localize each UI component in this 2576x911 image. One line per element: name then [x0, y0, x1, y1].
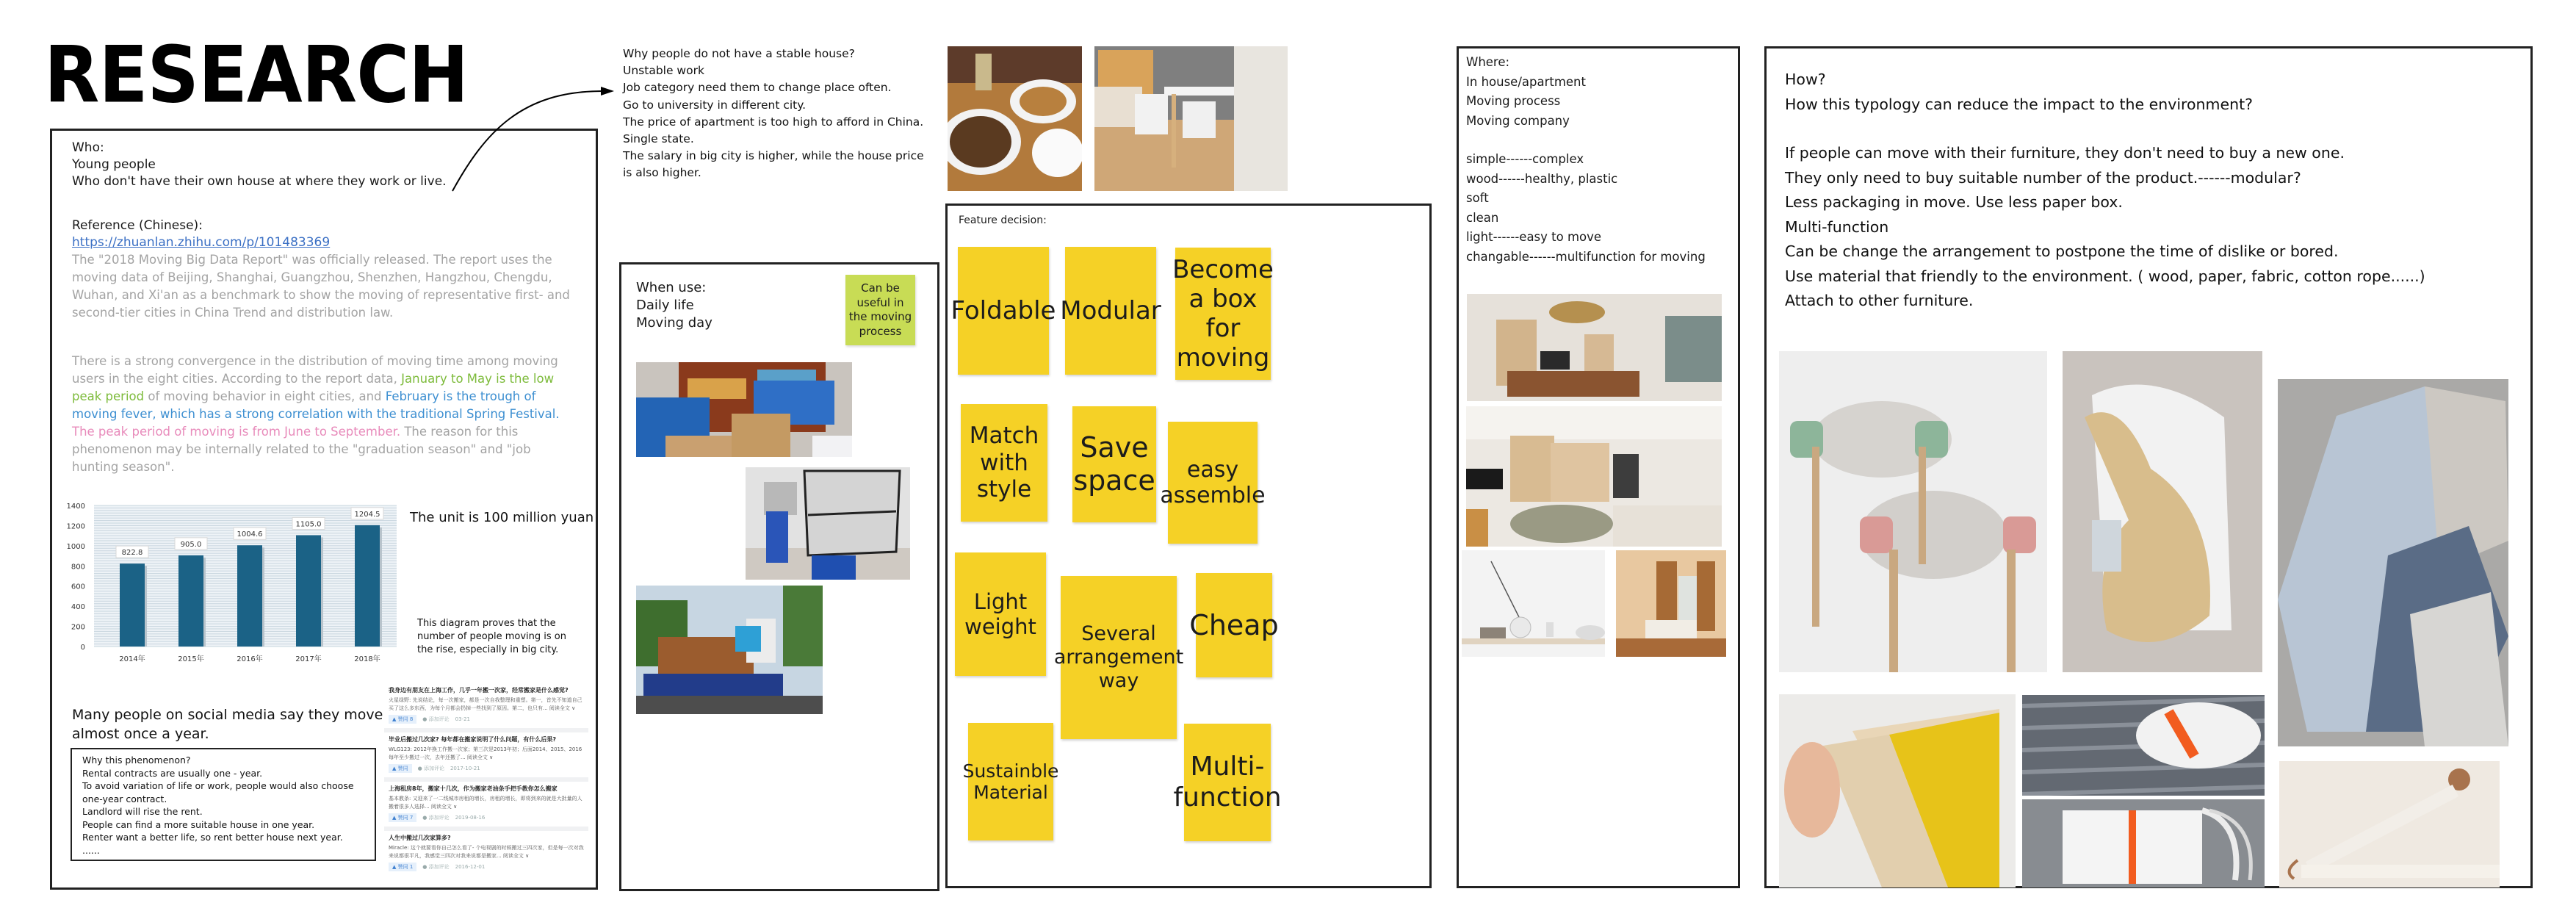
photo-folding-panel-yellow — [1779, 694, 2016, 887]
comment-link[interactable]: ● 添加评论 — [417, 766, 444, 771]
photo-modular-felt-panels — [2278, 379, 2508, 746]
low-peak-highlight: January to May is the low peak period — [72, 372, 555, 403]
arrow-connector — [441, 73, 624, 206]
svg-text:1000: 1000 — [66, 542, 85, 551]
social-post[interactable]: 毕业后搬过几次家? 每年都在搬家说明了什么问题，有什么后果? WLG123: 2012年换工作搬一次家；第三次是2013年初；后面2014、2015、2016每年至少搬过一次，去年还搬了... 阅读全文 ∨ ▲ 赞同 ● 添加评论 2017-10-21 — [384, 732, 588, 782]
reference-label: Reference (Chinese): — [72, 218, 203, 233]
upvote-button[interactable]: ▲ 赞同 8 — [389, 715, 416, 724]
photo-inflatable-stool — [2022, 695, 2265, 796]
sticky-several-arrangement: Several arrangement way — [1061, 576, 1177, 739]
photo-truck-loading — [636, 586, 823, 714]
svg-text:2015年: 2015年 — [178, 655, 204, 663]
how-text: How? How this typology can reduce the impact to the environment? If people can move with their furniture, they don't need to buy a new one. They only need to buy suitable number of the product.------modular? Less packaging in move. Use less paper box. Multi-function Can be change the arrangement to postpone the time of dislike or bored. Use material that friendly to the environment. ( wood, paper, fabric, cotton rope......) Attach to other furniture. — [1785, 71, 2425, 309]
page-title: RESEARCH — [44, 30, 469, 121]
social-post[interactable]: 上海租房8年，搬家十几次，作为搬家老油条手把手教你怎么搬家 基本教条: 又迎来了一二线城市房租的增长，房租的增长，即将到来的就是大批量的人搬着很多人选择... 阅读全文 ∨ ▲ 赞同 7 ● 添加评论 2019-08-16 — [384, 782, 588, 831]
photo-inflatable-stool-flat — [2022, 799, 2265, 887]
peak-highlight: The peak period of moving is from June to September. — [72, 425, 401, 439]
svg-text:2014年: 2014年 — [119, 655, 145, 663]
upvote-button[interactable]: ▲ 赞同 1 — [389, 863, 416, 871]
photo-wood-dining-room — [1467, 294, 1722, 401]
when-use-text: When use: Daily life Moving day — [636, 280, 712, 331]
sticky-cheap: Cheap — [1196, 573, 1272, 677]
who-section — [72, 140, 447, 190]
social-media-posts — [384, 683, 588, 876]
social-post[interactable]: 人生中搬过几次家算多? Miracle: 这个就要看你自己怎么看了- 个电视剧的时候搬过三四次家，但是每一次对我来说都很平凡，我感觉三四次对我来说都是搬家... 阅读全文 ∨ ▲ 赞同 1 ● 添加评论 2016-12-01 — [389, 835, 584, 870]
photo-vase-shelf — [1462, 550, 1605, 657]
photo-stools-felt — [1779, 351, 2047, 672]
svg-text:600: 600 — [71, 583, 85, 591]
svg-text:1200: 1200 — [66, 522, 85, 531]
upvote-button[interactable]: ▲ 赞同 7 — [389, 813, 416, 822]
upvote-button[interactable]: ▲ 赞同 — [389, 764, 412, 773]
who-line: Who don't have their own house at where they work or live. — [72, 174, 447, 189]
photo-bedroom-desk — [1094, 46, 1288, 191]
svg-text:2017年: 2017年 — [295, 655, 322, 663]
sticky-match-style: Match with style — [961, 404, 1047, 522]
bar-chart-graphic — [59, 500, 404, 669]
where-text: Where: In house/apartment Moving process Moving company simple------complex wood------healthy, plastic soft clean light------easy to move changable------multifunction for moving — [1466, 55, 1706, 264]
feature-heading: Feature decision: — [959, 215, 1047, 226]
photo-movers-packing-books — [636, 362, 852, 457]
trough-highlight: February is the trough of moving fever, which has a strong correlation with the traditional Spring Festival. — [72, 389, 560, 421]
photo-dinner-table — [948, 46, 1082, 191]
comment-link[interactable]: ● 添加评论 — [422, 864, 450, 870]
trend-paragraph: There is a strong convergence in the distribution of moving time among moving users in the eight cities. According to the report data, January to May is the low peak period of moving behavior in eight cities, and February is the trough of moving fever, which has a strong correlation with the traditional Spring Festival. The peak period of moving is from June to September. The reason for this phenomenon may be internally related to the "graduation season" and "job hunting season". — [72, 354, 560, 474]
svg-text:2018年: 2018年 — [354, 655, 380, 663]
photo-mover-carrying-cabinet — [746, 467, 910, 580]
photo-living-room — [1466, 406, 1722, 547]
comment-link[interactable]: ● 添加评论 — [422, 716, 450, 722]
svg-text:1400: 1400 — [66, 503, 85, 511]
svg-text:800: 800 — [71, 563, 85, 572]
report-paragraph: The "2018 Moving Big Data Report" was officially released. The report uses the moving data of Beijing, Shanghai, Guangzhou, Shenzhen, Hangzhou, Chengdu, Wuhan, and Xi'an as a benchmark to show the moving of representative first- and second-tier cities in China Trend and distribution law. — [72, 253, 570, 320]
who-line: Young people — [72, 157, 156, 172]
diagram-note: This diagram proves that the number of people moving is on the rise, especially in big city. — [417, 618, 566, 655]
moving-bar-chart — [59, 500, 404, 669]
unit-note: The unit is 100 million yuan — [410, 510, 594, 525]
svg-text:1105.0: 1105.0 — [295, 520, 322, 529]
moving-process-note: Can be useful in the moving process — [845, 275, 915, 345]
sticky-modular: Modular — [1065, 247, 1156, 375]
svg-text:200: 200 — [71, 623, 85, 632]
svg-text:905.0: 905.0 — [180, 540, 202, 549]
comment-link[interactable]: ● 添加评论 — [422, 815, 450, 821]
sticky-foldable: Foldable — [958, 247, 1049, 375]
reference-link[interactable]: https://zhuanlan.zhihu.com/p/101483369 — [72, 235, 331, 250]
photo-wall-hanger — [2279, 761, 2500, 887]
sticky-save-space: Save space — [1072, 406, 1156, 522]
svg-text:1004.6: 1004.6 — [237, 530, 263, 539]
sticky-light-weight: Light weight — [955, 552, 1046, 676]
photo-french-doors — [1616, 550, 1726, 657]
photo-wicker-chair — [2063, 351, 2262, 672]
svg-text:2016年: 2016年 — [237, 655, 263, 663]
sticky-become-box: Become a box for moving — [1175, 248, 1271, 380]
who-heading: Who: — [72, 140, 104, 155]
social-post[interactable]: 我身边有朋友在上海工作，几乎一年搬一次家，经常搬家是什么感觉? 火星绿野: 先说结论，每一次搬家，都是一次自我整理和重塑。第一，首先不知道自己买了这么多东西，为每个月都会扔掉一些找到了原因。第二，也只有... 阅读全文 ∨ ▲ 赞同 8 ● 添加评论 03-21 — [384, 683, 588, 732]
svg-text:822.8: 822.8 — [121, 549, 143, 558]
sticky-sustainable-material: Sustainble Material — [968, 723, 1053, 840]
svg-text:0: 0 — [80, 644, 85, 652]
why-phenomenon-box: Why this phenomenon? Rental contracts are usually one - year. To avoid variation of life or work, people would also choose one-year contract. Landlord will rise the rent. People can find a more suitable house in one year. Renter want a better life, so rent better house next year. ...... — [71, 748, 376, 861]
sticky-multi-function: Multi-function — [1184, 724, 1271, 841]
reference-section — [72, 217, 579, 322]
svg-text:1204.5: 1204.5 — [354, 510, 380, 519]
sticky-easy-assemble: easy assemble — [1168, 422, 1258, 544]
why-no-stable-house: Why people do not have a stable house? Unstable work Job category need them to change place often. Go to university in different city. The price of apartment is too high to afford in China. Single state. The salary in big city is higher, while the house price is also higher. — [623, 47, 924, 180]
svg-text:400: 400 — [71, 603, 85, 612]
social-heading: Many people on social media say they move almost once a year. — [72, 707, 383, 742]
